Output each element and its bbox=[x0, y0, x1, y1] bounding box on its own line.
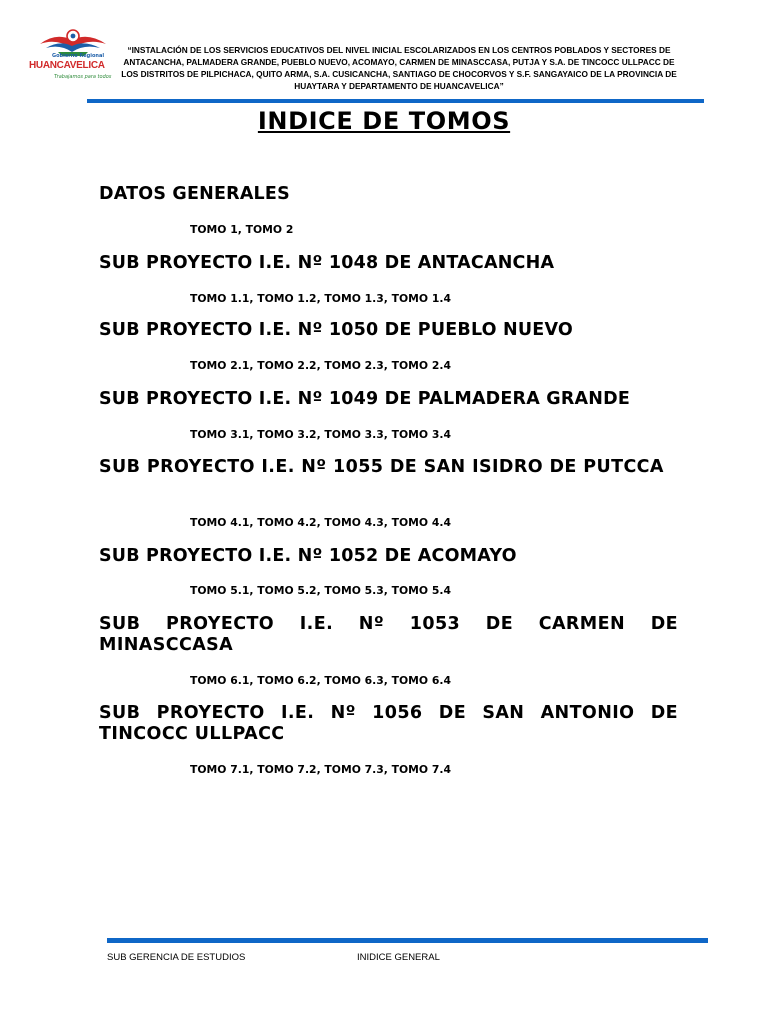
section-tomos: TOMO 7.1, TOMO 7.2, TOMO 7.3, TOMO 7.4 bbox=[190, 763, 451, 776]
logo-org-small: Gobierno Regional bbox=[52, 53, 105, 59]
section-tomos: TOMO 4.1, TOMO 4.2, TOMO 4.3, TOMO 4.4 bbox=[190, 516, 451, 529]
page-title: INDICE DE TOMOS bbox=[257, 107, 511, 135]
section-heading: SUB PROYECTO I.E. Nº 1053 DE CARMEN DE MINASCCASA bbox=[99, 614, 678, 655]
section-tomos: TOMO 2.1, TOMO 2.2, TOMO 2.3, TOMO 2.4 bbox=[190, 359, 451, 372]
logo-tagline: Trabajamos para todos bbox=[54, 74, 112, 80]
section-heading: SUB PROYECTO I.E. Nº 1056 DE SAN ANTONIO DE TINCOCC ULLPACC bbox=[99, 703, 678, 744]
project-title: “INSTALACIÓN DE LOS SERVICIOS EDUCATIVOS DEL NIVEL INICIAL ESCOLARIZADOS EN LOS CENTROS POBLADOS Y SECTORES DE ANTACANCHA, PALMADERA GRANDE, PUEBLO NUEVO, ACOMAYO, CARMEN DE MINASCCASA, PUTJA Y S.A. DE TINCOCC ULLPACC DE LOS DISTRITOS DE PILPICHACA, QUITO ARMA, S.A. CUSICANCHA, SANTIAGO DE CHOCORVOS Y S.F. SANGAYAICO DE LA PROVINCIA DE HUAYTARA Y DEPARTAMENTO DE HUANCAVELICA” bbox=[121, 45, 677, 91]
section-tomos: TOMO 1, TOMO 2 bbox=[190, 223, 294, 236]
footer-document-name: INIDICE GENERAL bbox=[357, 952, 440, 963]
regional-government-logo bbox=[26, 28, 116, 84]
section-heading: SUB PROYECTO I.E. Nº 1050 DE PUEBLO NUEVO bbox=[99, 320, 573, 340]
section-tomos: TOMO 3.1, TOMO 3.2, TOMO 3.3, TOMO 3.4 bbox=[190, 428, 451, 441]
logo-org-name: HUANCAVELICA bbox=[29, 60, 105, 71]
section-heading: SUB PROYECTO I.E. Nº 1055 DE SAN ISIDRO DE PUTCCA bbox=[99, 457, 664, 477]
header-divider bbox=[87, 99, 704, 103]
section-heading: DATOS GENERALES bbox=[99, 184, 290, 204]
section-tomos: TOMO 6.1, TOMO 6.2, TOMO 6.3, TOMO 6.4 bbox=[190, 674, 451, 687]
section-tomos: TOMO 5.1, TOMO 5.2, TOMO 5.3, TOMO 5.4 bbox=[190, 584, 451, 597]
footer-divider bbox=[107, 938, 708, 943]
section-heading: SUB PROYECTO I.E. Nº 1052 DE ACOMAYO bbox=[99, 546, 517, 566]
section-heading: SUB PROYECTO I.E. Nº 1049 DE PALMADERA GRANDE bbox=[99, 389, 630, 409]
section-heading: SUB PROYECTO I.E. Nº 1048 DE ANTACANCHA bbox=[99, 253, 555, 273]
footer-department: SUB GERENCIA DE ESTUDIOS bbox=[107, 952, 246, 963]
section-tomos: TOMO 1.1, TOMO 1.2, TOMO 1.3, TOMO 1.4 bbox=[190, 292, 451, 305]
